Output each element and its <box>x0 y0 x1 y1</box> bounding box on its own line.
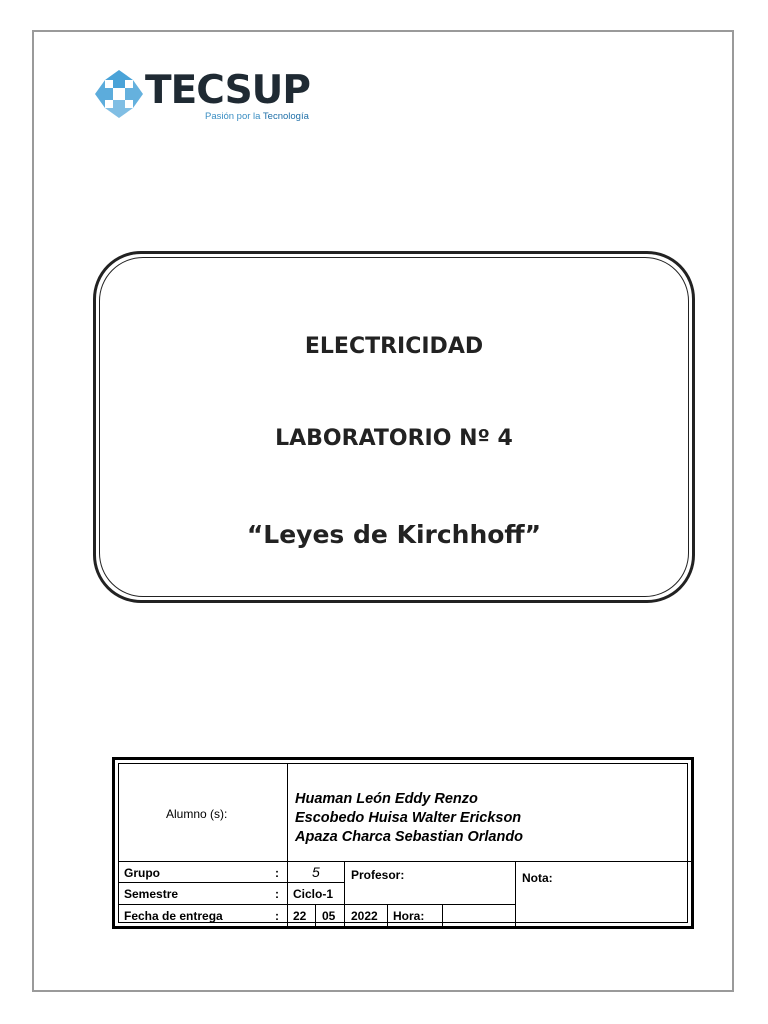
student-name: Escobedo Huisa Walter Erickson <box>295 810 522 826</box>
student-name: Apaza Charca Sebastian Orlando <box>295 829 524 845</box>
fecha-anio: 2022 <box>351 909 378 923</box>
profesor-label: Profesor: <box>351 868 405 882</box>
logo-wordmark: TECSUP <box>145 68 310 113</box>
course-title: ELECTRICIDAD <box>304 334 484 359</box>
hora-label: Hora: <box>393 909 425 923</box>
tagline-part1: Pasión por la <box>205 111 263 122</box>
student-name: Huaman León Eddy Renzo <box>295 791 478 807</box>
colon: : <box>275 866 279 880</box>
colon: : <box>275 887 279 901</box>
student-info-table <box>112 757 694 929</box>
tecsup-logo <box>93 68 323 128</box>
fecha-mes: 05 <box>322 909 336 923</box>
cover-title-box <box>93 251 695 603</box>
fecha-dia: 22 <box>293 909 307 923</box>
semestre-label: Semestre <box>124 887 179 901</box>
fecha-label: Fecha de entrega <box>124 909 223 923</box>
grupo-label: Grupo <box>124 866 160 880</box>
divider <box>119 882 344 883</box>
nota-label: Nota: <box>522 871 553 885</box>
student-info-table-inner <box>118 763 688 923</box>
divider <box>515 861 516 928</box>
student-list <box>295 790 523 847</box>
tagline-part2: Tecnología <box>262 111 309 122</box>
logo-tagline <box>205 111 309 122</box>
divider <box>442 904 443 928</box>
lab-number: LABORATORIO Nº 4 <box>275 426 513 451</box>
colon: : <box>275 909 279 923</box>
divider <box>387 904 388 928</box>
alumnos-label: Alumno (s): <box>166 807 228 821</box>
divider <box>344 861 345 928</box>
semestre-value: Ciclo-1 <box>293 887 334 901</box>
divider <box>119 904 515 905</box>
grupo-value: 5 <box>312 864 320 880</box>
tecsup-arrows-icon <box>93 68 145 120</box>
lab-topic: “Leyes de Kirchhoff” <box>246 520 542 549</box>
divider <box>119 861 691 862</box>
divider <box>315 904 316 928</box>
